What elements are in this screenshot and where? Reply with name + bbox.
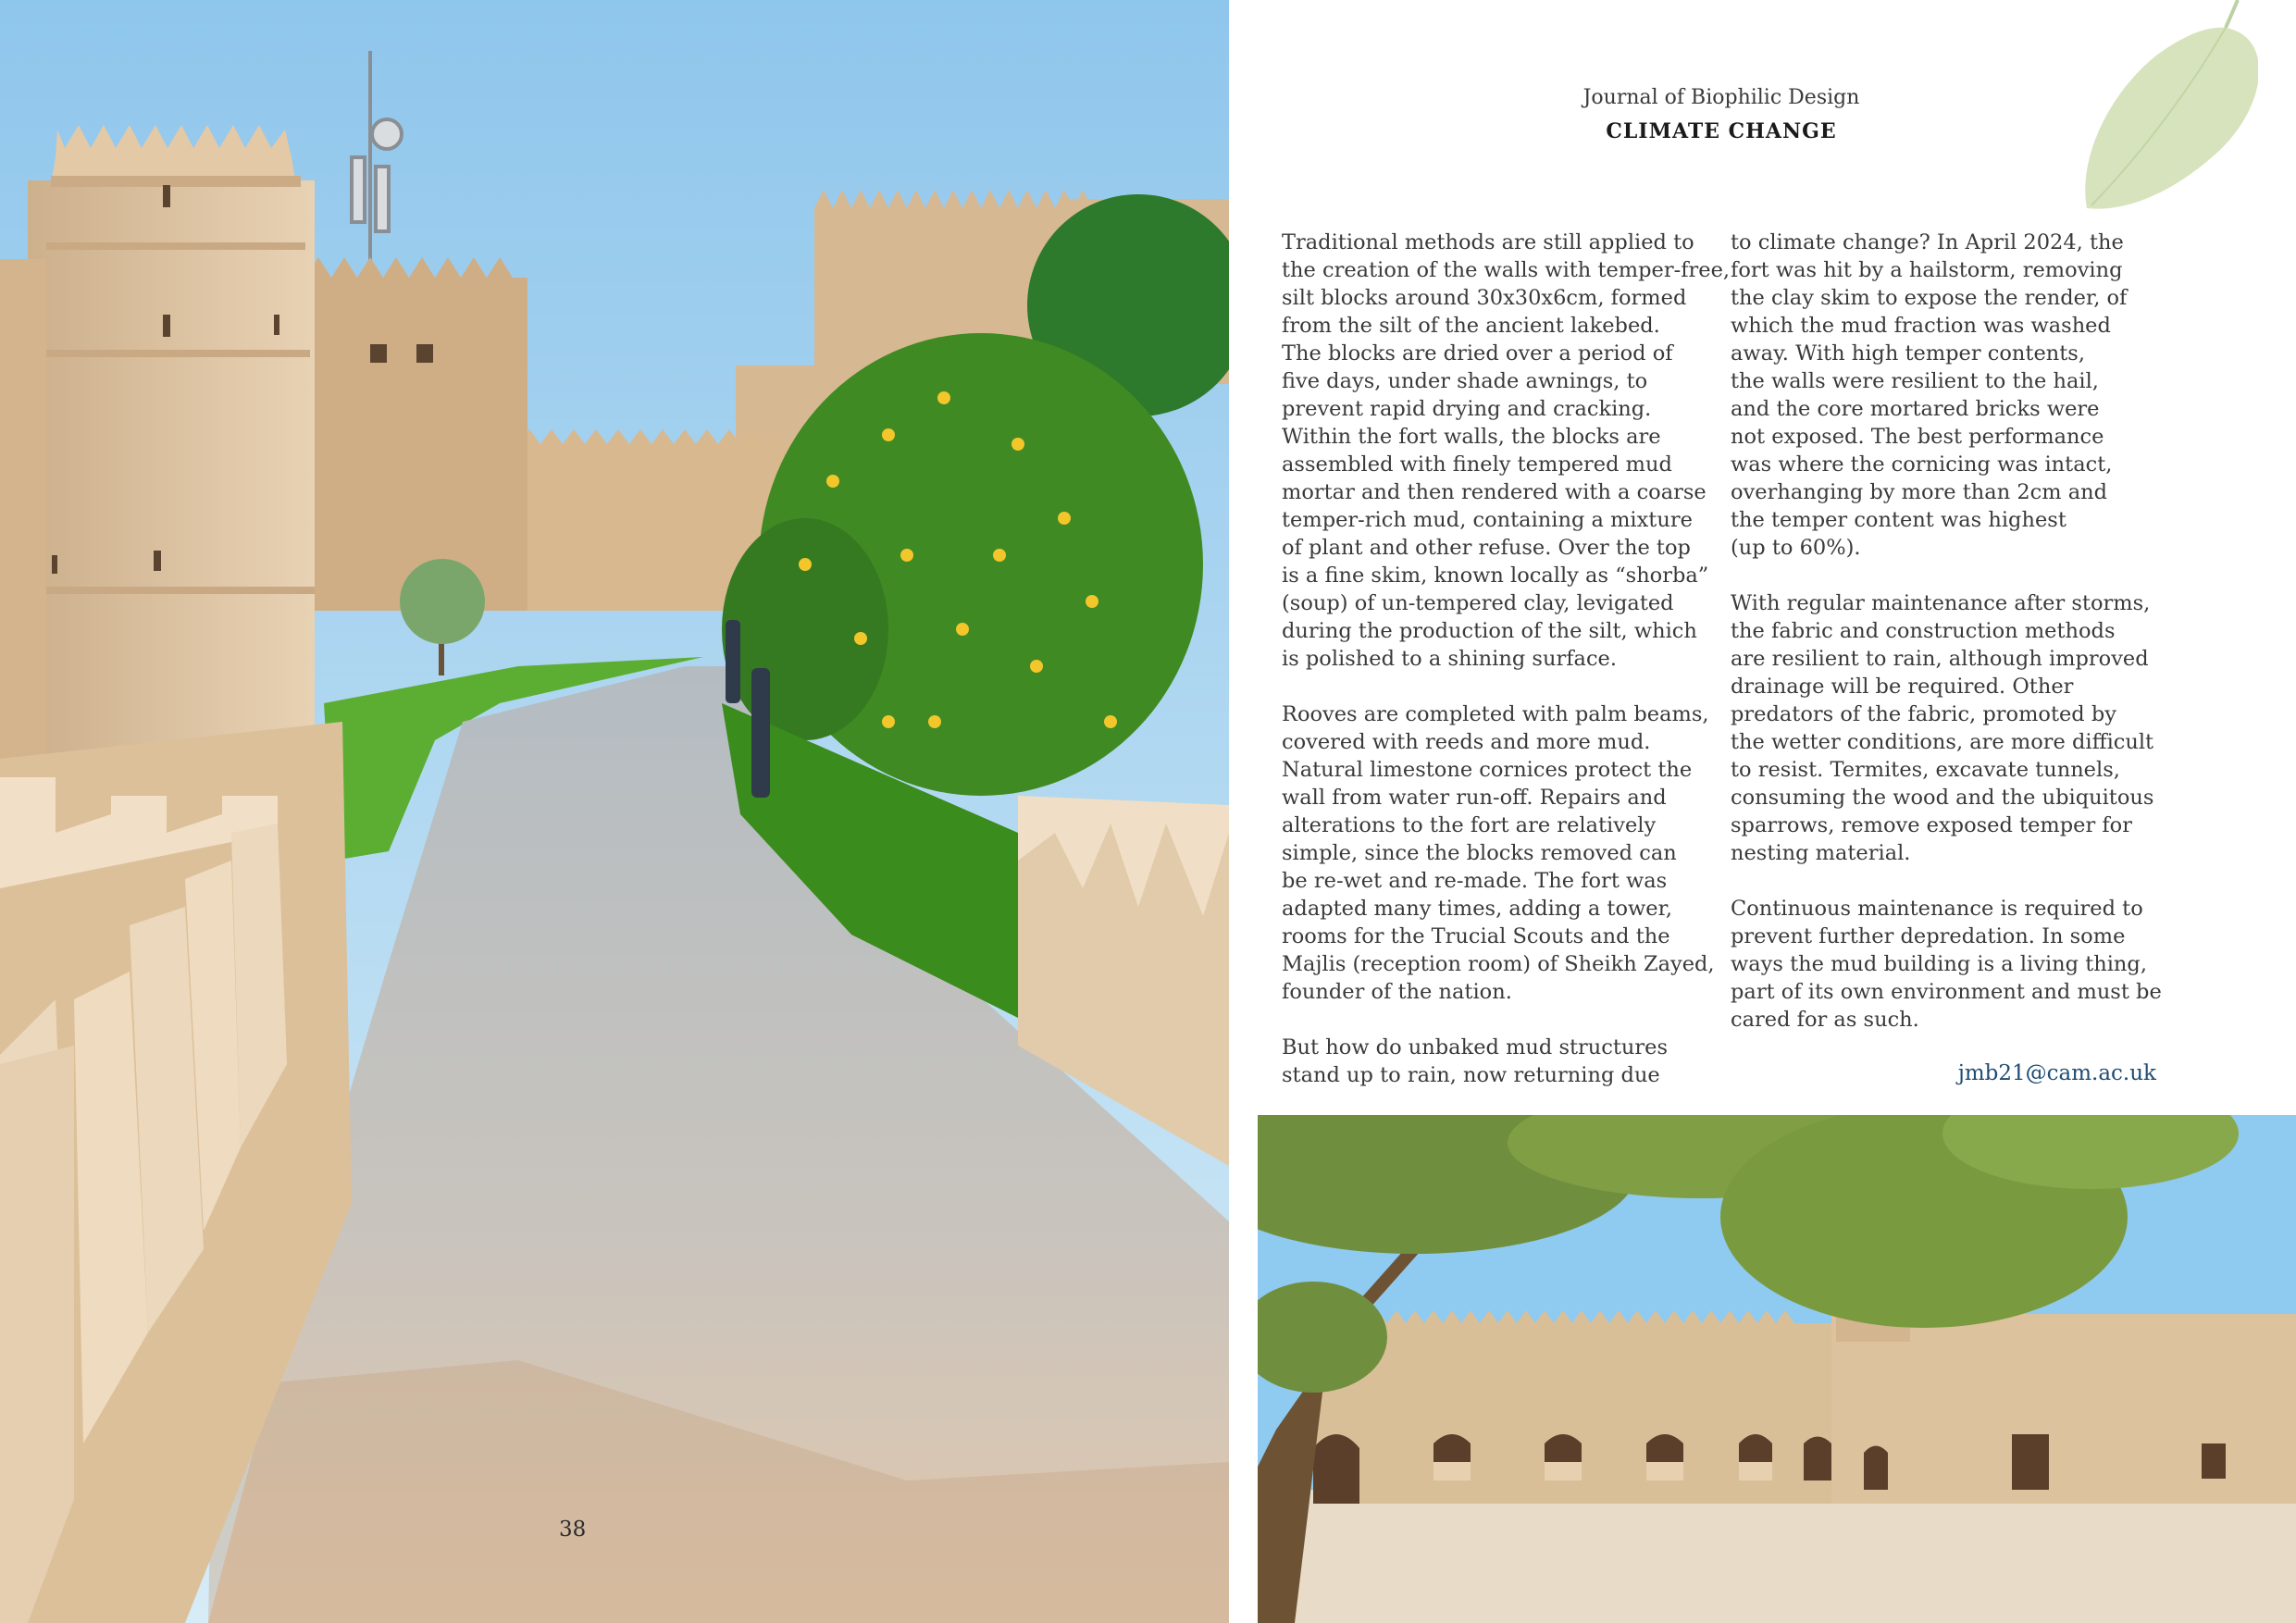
- text-line: assembled with finely tempered mud: [1282, 452, 1672, 477]
- text-line: to resist. Termites, excavate tunnels,: [1731, 758, 2120, 782]
- text-line: are resilient to rain, although improved: [1731, 647, 2149, 671]
- text-line: ways the mud building is a living thing,: [1731, 952, 2147, 976]
- text-line: The blocks are dried over a period of: [1282, 341, 1673, 365]
- text-line: drainage will be required. Other: [1731, 675, 2074, 699]
- leaf-decoration: [2073, 0, 2258, 222]
- text-line: is a fine skim, known locally as “shorba”: [1282, 564, 1709, 588]
- text-line: the clay skim to expose the render, of: [1731, 286, 2128, 310]
- article-column-left: [1282, 229, 1731, 1117]
- text-line: which the mud fraction was washed: [1731, 314, 2111, 338]
- section-title: CLIMATE CHANGE: [1606, 119, 1837, 143]
- text-line: Rooves are completed with palm beams,: [1282, 702, 1709, 726]
- text-line: not exposed. The best performance: [1731, 425, 2104, 449]
- text-line: the temper content was highest: [1731, 508, 2066, 532]
- text-line: founder of the nation.: [1282, 980, 1512, 1004]
- article-paragraph: [1731, 895, 2162, 1034]
- text-line: Continuous maintenance is required to: [1731, 897, 2143, 921]
- text-line: Traditional methods are still applied to: [1282, 230, 1694, 254]
- text-line: the wetter conditions, are more difficult: [1731, 730, 2154, 754]
- article-column-right: [1731, 229, 2162, 1061]
- text-line: covered with reeds and more mud.: [1282, 730, 1651, 754]
- text-line: from the silt of the ancient lakebed.: [1282, 314, 1660, 338]
- text-line: overhanging by more than 2cm and: [1731, 480, 2108, 504]
- text-line: adapted many times, adding a tower,: [1282, 897, 1673, 921]
- fort-courtyard-illustration: [1258, 1115, 2296, 1623]
- text-line: nesting material.: [1731, 841, 1911, 865]
- text-line: the fabric and construction methods: [1731, 619, 2116, 643]
- text-line: But how do unbaked mud structures: [1282, 1035, 1669, 1059]
- article-paragraph: [1282, 229, 1731, 673]
- text-line: the creation of the walls with temper-free,: [1282, 258, 1731, 282]
- text-line: Within the fort walls, the blocks are: [1282, 425, 1661, 449]
- text-line: wall from water run-off. Repairs and: [1282, 786, 1667, 810]
- text-line: Majlis (reception room) of Sheikh Zayed,: [1282, 952, 1715, 976]
- text-line: temper-rich mud, containing a mixture: [1282, 508, 1693, 532]
- text-line: (up to 60%).: [1731, 536, 1861, 560]
- text-line: silt blocks around 30x30x6cm, formed: [1282, 286, 1687, 310]
- text-line: prevent rapid drying and cracking.: [1282, 397, 1652, 421]
- text-line: stand up to rain, now returning due: [1282, 1063, 1660, 1087]
- text-line: With regular maintenance after storms,: [1731, 591, 2151, 615]
- text-line: during the production of the silt, which: [1282, 619, 1697, 643]
- article-paragraph: [1282, 1034, 1698, 1089]
- text-line: of plant and other refuse. Over the top: [1282, 536, 1691, 560]
- text-line: be re-wet and re-made. The fort was: [1282, 869, 1668, 893]
- text-line: consuming the wood and the ubiquitous: [1731, 786, 2154, 810]
- text-line: cared for as such.: [1731, 1008, 1919, 1032]
- text-line: alterations to the fort are relatively: [1282, 813, 1657, 837]
- text-line: prevent further depredation. In some: [1731, 924, 2126, 948]
- text-line: is polished to a shining surface.: [1282, 647, 1618, 671]
- fort-courtyard-photo: [1258, 1115, 2296, 1623]
- text-line: Natural limestone cornices protect the: [1282, 758, 1693, 782]
- text-line: was where the cornicing was intact,: [1731, 452, 2113, 477]
- contact-email-link[interactable]: jmb21@cam.ac.uk: [1957, 1061, 2156, 1085]
- text-line: away. With high temper contents,: [1731, 341, 2086, 365]
- text-line: rooms for the Trucial Scouts and the: [1282, 924, 1670, 948]
- text-line: simple, since the blocks removed can: [1282, 841, 1677, 865]
- text-line: sparrows, remove exposed temper for: [1731, 813, 2132, 837]
- article-paragraph: [1731, 229, 2147, 562]
- text-line: predators of the fabric, promoted by: [1731, 702, 2116, 726]
- text-line: and the core mortared bricks were: [1731, 397, 2100, 421]
- text-line: five days, under shade awnings, to: [1282, 369, 1648, 393]
- text-line: to climate change? In April 2024, the: [1731, 230, 2124, 254]
- text-line: the walls were resilient to the hail,: [1731, 369, 2099, 393]
- page-number: 38: [559, 1518, 587, 1542]
- journal-name: Journal of Biophilic Design: [1582, 86, 1860, 109]
- article-paragraph: [1731, 589, 2154, 867]
- article-paragraph: [1282, 700, 1715, 1006]
- text-line: (soup) of un-tempered clay, levigated: [1282, 591, 1674, 615]
- text-line: mortar and then rendered with a coarse: [1282, 480, 1706, 504]
- text-line: part of its own environment and must be: [1731, 980, 2162, 1004]
- text-line: fort was hit by a hailstorm, removing: [1731, 258, 2123, 282]
